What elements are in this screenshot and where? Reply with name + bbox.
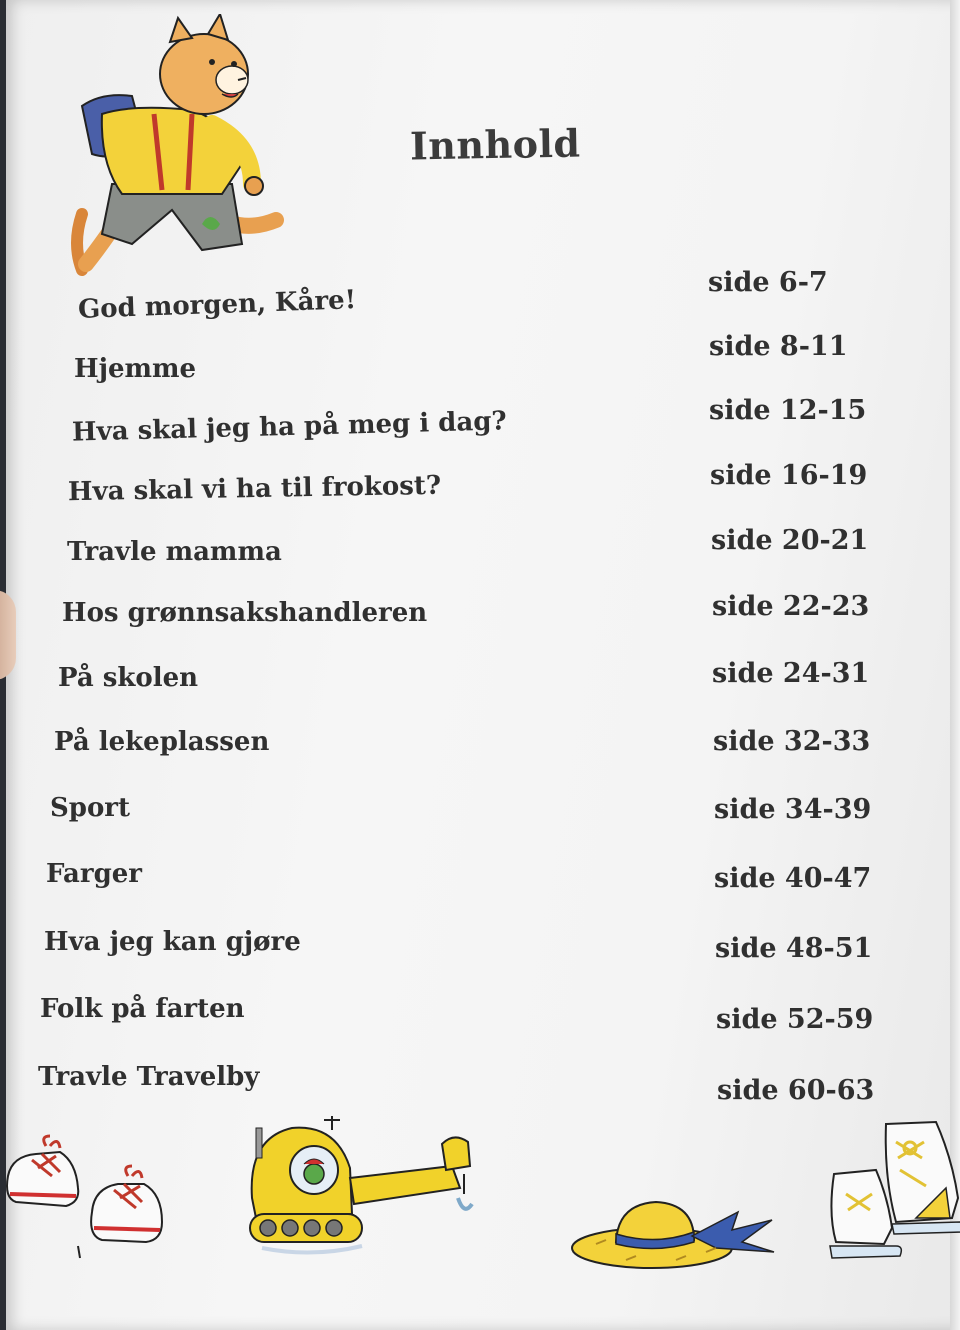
toc-entry-label: Folk på farten — [40, 994, 245, 1024]
toc-entry-label: Hva jeg kan gjøre — [44, 927, 301, 957]
toc-entry-pages: side 22-23 — [712, 591, 870, 622]
page-title: Innhold — [409, 120, 581, 169]
crane-vehicle-illustration — [232, 1108, 502, 1260]
toc-entry-pages: side 34-39 — [714, 794, 872, 825]
toc-entry-pages: side 16-19 — [710, 460, 868, 491]
ice-skates-illustration — [826, 1118, 960, 1268]
toc-entry-pages: side 32-33 — [713, 726, 871, 757]
toc-entry-label: På lekeplassen — [54, 727, 270, 757]
toc-entry-pages: side 60-63 — [717, 1075, 875, 1106]
toc-entry-label: Hva skal jeg ha på meg i dag? — [71, 406, 508, 448]
toc-entry-pages: side 12-15 — [709, 395, 867, 426]
toc-entry-label: Hjemme — [74, 354, 197, 384]
cat-character-illustration — [62, 14, 292, 278]
toc-entry-label: Hva skal vi ha til frokost? — [67, 470, 442, 508]
sneakers-illustration — [2, 1132, 172, 1262]
toc-entry-pages: side 6-7 — [708, 267, 828, 298]
toc-entry-label: Farger — [46, 859, 143, 889]
toc-entry-label: God morgen, Kåre! — [77, 285, 357, 325]
toc-entry-pages: side 20-21 — [711, 525, 869, 556]
straw-hat-illustration — [566, 1190, 786, 1274]
toc-entry-label: Hos grønnsakshandleren — [62, 598, 428, 628]
toc-entry-pages: side 8-11 — [709, 331, 848, 362]
toc-entry-pages: side 24-31 — [712, 658, 870, 689]
toc-entry-label: Sport — [50, 793, 131, 823]
toc-entry-pages: side 52-59 — [716, 1004, 874, 1035]
toc-entry-pages: side 48-51 — [715, 933, 873, 964]
thumb — [0, 590, 16, 680]
toc-entry-label: Travle Travelby — [38, 1062, 260, 1092]
book-page — [6, 0, 960, 1330]
toc-entry-label: På skolen — [58, 663, 199, 693]
toc-entry-pages: side 40-47 — [714, 863, 872, 894]
toc-entry-label: Travle mamma — [67, 537, 282, 567]
